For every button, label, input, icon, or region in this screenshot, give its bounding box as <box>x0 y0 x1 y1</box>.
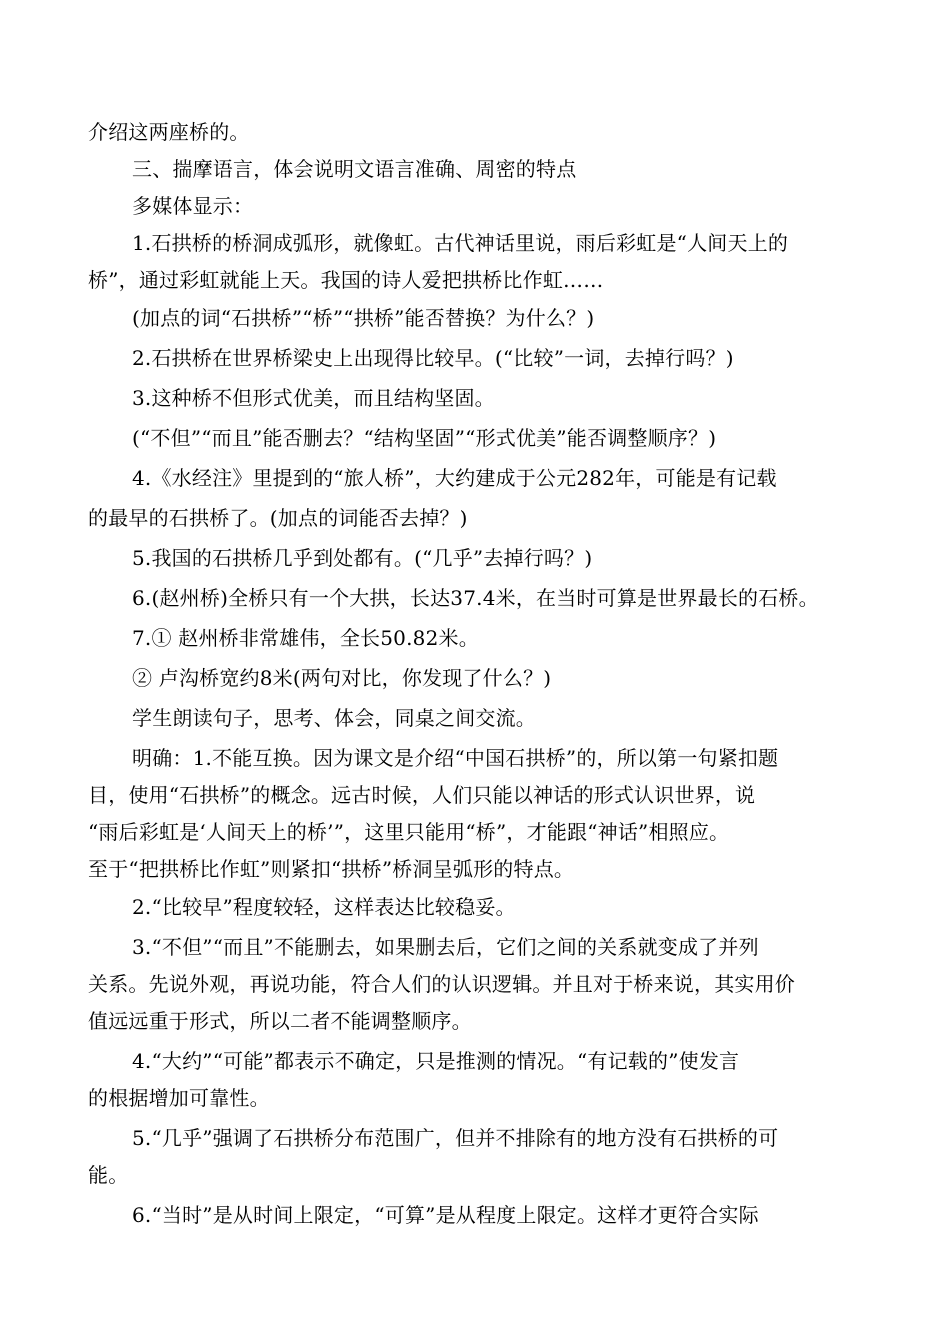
paragraph-line: 7.① 赵州桥非常雄伟，全长50.82米。 <box>132 626 479 650</box>
paragraph-line: 的根据增加可靠性。 <box>88 1086 270 1110</box>
paragraph-line: 2.石拱桥在世界桥梁史上出现得比较早。(“比较”一词，去掉行吗？) <box>132 346 734 370</box>
paragraph-line: 5.“几乎”强调了石拱桥分布范围广，但并不排除有的地方没有石拱桥的可 <box>132 1126 779 1150</box>
paragraph-line: 值远远重于形式，所以二者不能调整顺序。 <box>88 1009 472 1033</box>
paragraph-line: 多媒体显示： <box>132 194 254 218</box>
paragraph-line: 目，使用“石拱桥”的概念。远古时候，人们只能以神话的形式认识世界，说 <box>88 783 756 807</box>
paragraph-line: ② 卢沟桥宽约8米(两句对比，你发现了什么？) <box>132 666 552 690</box>
paragraph-line: 的最早的石拱桥了。(加点的词能否去掉？) <box>88 506 468 530</box>
paragraph-line: 至于“把拱桥比作虹”则紧扣“拱桥”桥洞呈弧形的特点。 <box>88 857 575 881</box>
paragraph-line: “雨后彩虹是‘人间天上的桥’”，这里只能用“桥”，才能跟“神话”相照应。 <box>88 820 730 844</box>
paragraph-line: 1.石拱桥的桥洞成弧形，就像虹。古代神话里说，雨后彩虹是“人间天上的 <box>132 231 789 255</box>
paragraph-line: 4.《水经注》里提到的“旅人桥”，大约建成于公元282年，可能是有记载 <box>132 466 777 490</box>
paragraph-line: 3.这种桥不但形式优美，而且结构坚固。 <box>132 386 495 410</box>
paragraph-line: 4.“大约”“可能”都表示不确定，只是推测的情况。“有记载的”使发言 <box>132 1049 740 1073</box>
paragraph-line: 能。 <box>88 1163 129 1187</box>
paragraph-line: 桥”，通过彩虹就能上天。我国的诗人爱把拱桥比作虹…… <box>88 268 604 292</box>
paragraph-line: 介绍这两座桥的。 <box>88 120 250 144</box>
paragraph-line: 明确：1.不能互换。因为课文是介绍“中国石拱桥”的，所以第一句紧扣题 <box>132 746 779 770</box>
section-heading: 三、揣摩语言，体会说明文语言准确、周密的特点 <box>132 157 577 181</box>
paragraph-line: 3.“不但”“而且”不能删去，如果删去后，它们之间的关系就变成了并列 <box>132 935 759 959</box>
paragraph-line: 6.“当时”是从时间上限定，“可算”是从程度上限定。这样才更符合实际 <box>132 1203 759 1227</box>
paragraph-line: 关系。先说外观，再说功能，符合人们的认识逻辑。并且对于桥来说，其实用价 <box>88 972 795 996</box>
paragraph-line: 学生朗读句子，思考、体会，同桌之间交流。 <box>132 706 536 730</box>
paragraph-line: 6.(赵州桥)全桥只有一个大拱，长达37.4米，在当时可算是世界最长的石桥。 <box>132 586 819 610</box>
paragraph-line: 5.我国的石拱桥几乎到处都有。(“几乎”去掉行吗？) <box>132 546 593 570</box>
paragraph-line: 2.“比较早”程度较轻，这样表达比较稳妥。 <box>132 895 516 919</box>
paragraph-line: (加点的词“石拱桥”“桥”“拱桥”能否替换？为什么？) <box>132 306 595 330</box>
paragraph-line: (“不但”“而且”能否删去？“结构坚固”“形式优美”能否调整顺序？) <box>132 426 717 450</box>
